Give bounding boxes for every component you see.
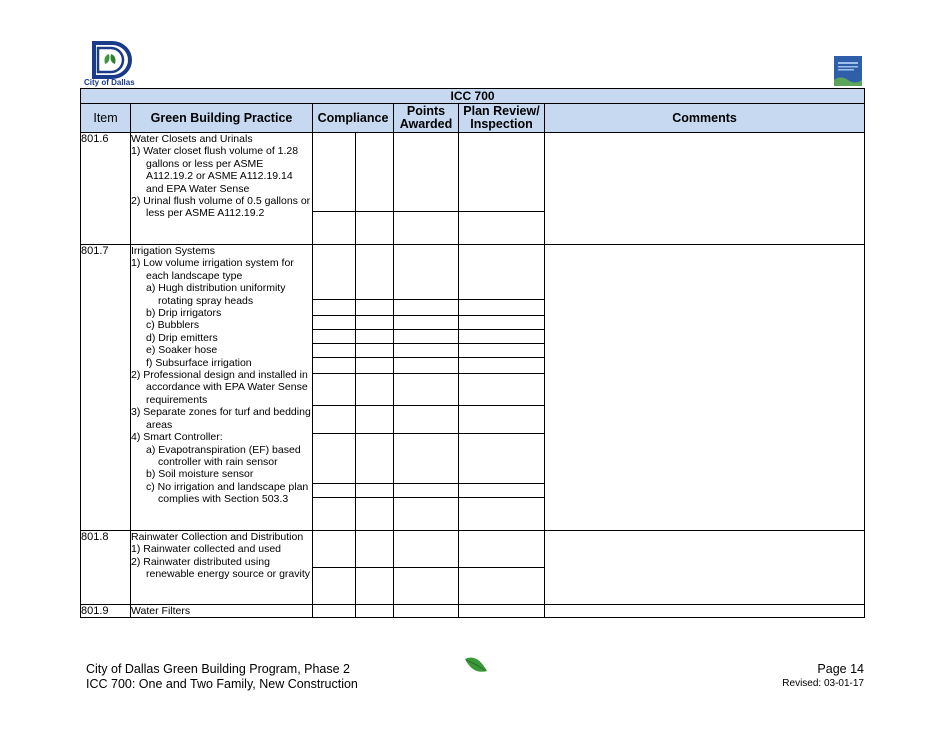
practice-line: 1) Water closet flush volume of 1.28 gallons or less per ASME A112.19.2 or ASME A112.19.14 and EPA Water Sense (131, 145, 299, 195)
practice-cell (131, 531, 313, 605)
points-cell[interactable] (394, 245, 459, 531)
points-cell[interactable] (394, 605, 459, 618)
plan-review-cell[interactable] (459, 245, 545, 531)
plan-review-cell[interactable] (459, 605, 545, 618)
practice-line: f) Subsurface irrigation (146, 356, 252, 369)
icc700-checklist-table (80, 88, 865, 618)
practice-line: 4) Smart Controller: (131, 431, 223, 444)
practice-line: b) Soil moisture sensor (146, 468, 254, 481)
table-row (81, 605, 865, 618)
practice-line: Water Closets and Urinals (131, 133, 253, 145)
logo-caption: City of Dallas (84, 78, 135, 87)
practice-line: e) Soaker hose (146, 344, 218, 357)
practice-line: d) Drip emitters (146, 331, 218, 344)
page-number: Page 14 (817, 662, 864, 676)
compliance-no-cell[interactable] (356, 245, 394, 531)
practice-line: a) Hugh distribution uniformity rotating spray heads (146, 282, 286, 307)
comments-cell[interactable] (545, 605, 865, 618)
practice-line: Water Filters (131, 605, 191, 617)
practice-line: 2) Urinal flush volume of 0.5 gallons or less per ASME A112.19.2 (131, 195, 311, 220)
compliance-no-cell[interactable] (356, 531, 394, 605)
footer-program-line: City of Dallas Green Building Program, Phase 2 (86, 662, 351, 676)
practice-line: 1) Low volume irrigation system for each landscape type (131, 257, 294, 282)
table-row (81, 133, 865, 245)
col-header-item: Item (81, 104, 131, 133)
footer-standard-line: ICC 700: One and Two Family, New Construction (86, 676, 358, 691)
compliance-yes-cell[interactable] (313, 133, 356, 245)
practice-line: a) Evapotranspiration (EF) based controller with rain sensor (146, 443, 301, 468)
col-header-comments: Comments (545, 104, 865, 133)
practice-line: c) No irrigation and landscape plan complies with Section 503.3 (146, 480, 309, 506)
practice-line: 1) Rainwater collected and used (131, 543, 282, 556)
practice-cell (131, 133, 313, 245)
compliance-yes-cell[interactable] (313, 605, 356, 618)
points-cell[interactable] (394, 133, 459, 245)
table-row (81, 531, 865, 605)
compliance-no-cell[interactable] (356, 605, 394, 618)
item-number: 801.7 (81, 245, 131, 531)
comments-cell[interactable] (545, 133, 865, 245)
col-header-compliance: Compliance (313, 104, 394, 133)
green-building-badge-icon (834, 56, 862, 86)
practice-line: 2) Rainwater distributed using renewable energy source or gravity (131, 555, 311, 581)
comments-cell[interactable] (545, 531, 865, 605)
col-header-points: Points Awarded (394, 104, 459, 133)
leaf-icon (463, 655, 489, 675)
practice-cell (131, 605, 313, 618)
table-row (81, 245, 865, 531)
footer-left (86, 662, 358, 691)
col-header-practice: Green Building Practice (131, 104, 313, 133)
comments-cell[interactable] (545, 245, 865, 531)
practice-cell (131, 245, 313, 531)
compliance-yes-cell[interactable] (313, 245, 356, 531)
compliance-yes-cell[interactable] (313, 531, 356, 605)
item-number: 801.9 (81, 605, 131, 618)
practice-line: b) Drip irrigators (146, 307, 222, 320)
practice-line: Irrigation Systems (131, 245, 216, 257)
practice-line: 3) Separate zones for turf and bedding areas (131, 406, 311, 431)
practice-line: 2) Professional design and installed in accordance with EPA Water Sense requirements (131, 369, 308, 406)
item-number: 801.6 (81, 133, 131, 245)
compliance-no-cell[interactable] (356, 133, 394, 245)
plan-review-cell[interactable] (459, 531, 545, 605)
practice-line: Rainwater Collection and Distribution (131, 531, 304, 543)
table-title: ICC 700 (81, 89, 865, 104)
points-cell[interactable] (394, 531, 459, 605)
footer-right (782, 662, 864, 691)
col-header-plan-review: Plan Review/ Inspection (459, 104, 545, 133)
practice-line: c) Bubblers (146, 319, 200, 332)
plan-review-cell[interactable] (459, 133, 545, 245)
revised-date: Revised: 03-01-17 (782, 677, 864, 689)
item-number: 801.8 (81, 531, 131, 605)
